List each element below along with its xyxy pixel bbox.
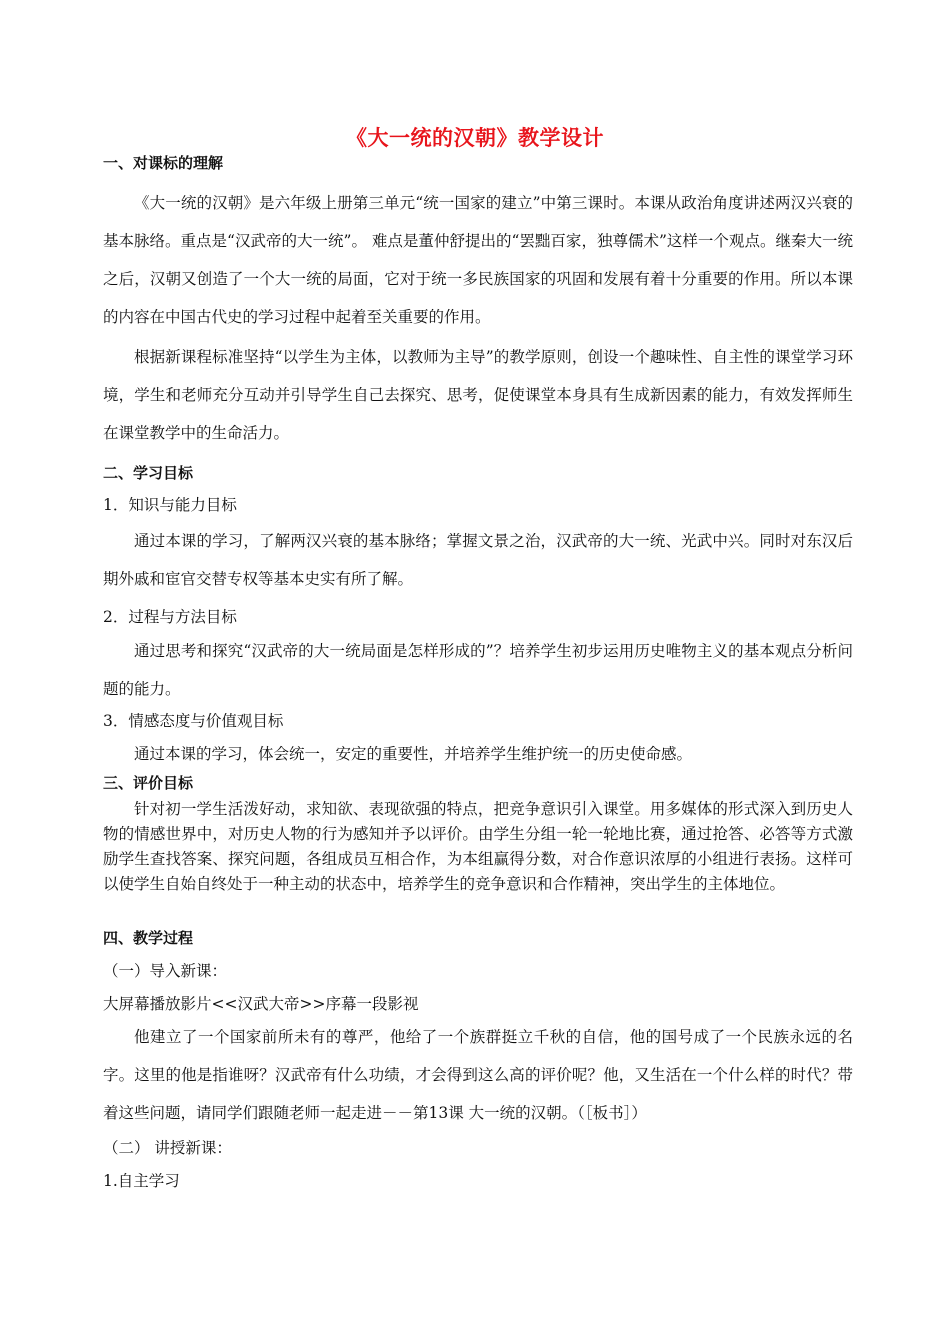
intro-video-line: 大屏幕播放影片<<汉武大帝>>序幕一段影视 — [103, 995, 419, 1013]
paragraph-knowledge — [103, 522, 853, 598]
subheading-process: 2．过程与方法目标 — [103, 608, 237, 626]
section-heading-standards: 一、对课标的理解 — [103, 154, 224, 172]
subheading-attitude: 3．情感态度与价值观目标 — [103, 712, 284, 730]
paragraph-text: 《大一统的汉朝》是六年级上册第三单元“统一国家的建立”中第三课时。本课从政治角度讲述两汉兴衰的基本脉络。重点是“汉武帝的大一统”。 难点是董仲舒提出的“罢黜百家，独尊儒术”这样一个观点。继秦大一统之后，汉朝又创造了一个大一统的局面，它对于统一多民族国家的巩固和发展有着十分重要的作用。所以本课的内容在中国古代史的学习过程中起着至关重要的作用。 — [103, 194, 853, 326]
paragraph-text: 针对初一学生活泼好动，求知欲、表现欲强的特点，把竞争意识引入课堂。用多媒体的形式深入到历史人物的情感世界中，对历史人物的行为感知并予以评价。由学生分组一轮一轮地比赛，通过抢答、必答等方式激励学生查找答案、探究问题，各组成员互相合作，为本组赢得分数，对合作意识浓厚的小组进行表扬。这样可以使学生自始自终处于一种主动的状态中，培养学生的竞争意识和合作精神，突出学生的主体地位。 — [103, 800, 853, 893]
paragraph-intro — [103, 1018, 853, 1132]
paragraph-text: 通过本课的学习，了解两汉兴衰的基本脉络；掌握文景之治，汉武帝的大一统、光武中兴。同时对东汉后期外戚和宦官交替专权等基本史实有所了解。 — [103, 532, 853, 588]
subheading-new-lesson: （二） 讲授新课： — [103, 1139, 232, 1157]
section-heading-goals: 二、学习目标 — [103, 464, 194, 482]
subheading-knowledge: 1．知识与能力目标 — [103, 496, 237, 514]
subheading-intro: （一）导入新课： — [103, 962, 228, 980]
paragraph-standards-1 — [103, 184, 853, 336]
paragraph-text: 通过思考和探究“汉武帝的大一统局面是怎样形成的”？培养学生初步运用历史唯物主义的基本观点分析问题的能力。 — [103, 642, 853, 698]
paragraph-evaluation — [103, 797, 853, 897]
paragraph-text: 根据新课程标准坚持“以学生为主体，以教师为主导”的教学原则，创设一个趣味性、自主性的课堂学习环境，学生和老师充分互动并引导学生自己去探究、思考，促使课堂本身具有生成新因素的能力，有效发挥师生在课堂教学中的生命活力。 — [103, 348, 853, 442]
section-heading-evaluation: 三、评价目标 — [103, 774, 194, 792]
paragraph-process — [103, 632, 853, 708]
section-heading-process: 四、教学过程 — [103, 929, 194, 947]
document-title: 《大一统的汉朝》教学设计 — [346, 126, 604, 150]
subheading-self-study: 1.自主学习 — [103, 1172, 180, 1190]
paragraph-text: 通过本课的学习，体会统一，安定的重要性，并培养学生维护统一的历史使命感。 — [134, 745, 693, 763]
paragraph-standards-2 — [103, 338, 853, 452]
paragraph-attitude — [103, 735, 853, 773]
paragraph-text: 他建立了一个国家前所未有的尊严，他给了一个族群挺立千秋的自信，他的国号成了一个民族永远的名字。这里的他是指谁呀？汉武帝有什么功绩，才会得到这么高的评价呢？他，又生活在一个什么样的时代？带着这些问题，请同学们跟随老师一起走进－－第13课 大一统的汉朝。（［板书］） — [103, 1028, 853, 1122]
